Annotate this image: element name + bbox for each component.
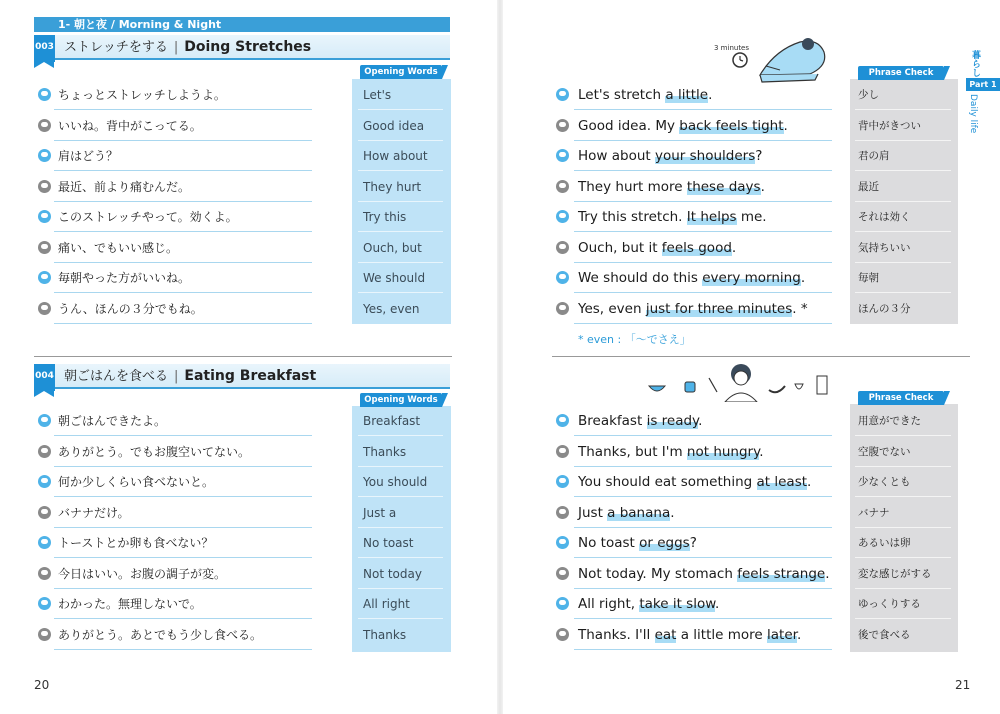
opening-words-cell — [352, 141, 451, 171]
opening-words-cell — [352, 528, 451, 558]
japanese-text: トーストとか卵も食べない？ — [58, 536, 214, 550]
phrase-segment: Yes, even — [578, 300, 646, 317]
speaker-bubble-icon — [38, 414, 51, 427]
english-text — [578, 620, 801, 650]
japanese-text: わかった。無理しないで。 — [58, 597, 202, 611]
speaker-bubble-icon — [556, 210, 569, 223]
phrase-segment: . — [698, 413, 703, 429]
phrase-segment: How about — [578, 148, 655, 164]
phrase-check-cell — [850, 437, 958, 467]
english-line — [556, 406, 832, 436]
phrase-segment: . — [670, 504, 675, 521]
phrase-segment: They hurt more — [578, 178, 687, 195]
japanese-line — [38, 559, 312, 589]
english-text — [578, 80, 712, 110]
english-text — [578, 172, 765, 202]
english-text — [578, 406, 702, 436]
english-line — [556, 202, 832, 232]
phrase-segment: Not today. My stomach — [578, 565, 738, 582]
phrase-segment: Let's stretch — [578, 87, 666, 103]
english-text — [578, 263, 805, 293]
english-text — [578, 589, 719, 619]
speaker-bubble-icon — [556, 414, 569, 427]
speaker-bubble-icon — [556, 536, 569, 549]
japanese-line — [38, 294, 312, 324]
japanese-line — [38, 467, 312, 497]
phrase-check-text: 用意ができた — [858, 415, 921, 427]
english-line — [556, 559, 832, 589]
phrase-check-text: 変な感じがする — [858, 567, 932, 580]
opening-words-cell — [352, 406, 451, 436]
japanese-text: ありがとう。でもお腹空いてない。 — [58, 444, 251, 459]
english-line — [556, 141, 832, 171]
phrase-segment: . — [760, 178, 765, 195]
opening-words-cell — [352, 498, 451, 528]
speaker-bubble-icon — [38, 445, 51, 458]
phrase-segment: . — [800, 270, 806, 286]
section-header-003 — [34, 35, 450, 60]
section-divider-right — [552, 356, 970, 357]
phrase-segment: me. — [736, 209, 767, 225]
speaker-bubble-icon — [38, 506, 51, 519]
speaker-bubble-icon — [38, 536, 51, 549]
japanese-text: 何か少しくらい食べないと。 — [58, 475, 215, 489]
speaker-bubble-icon — [38, 119, 51, 132]
opening-words-cell — [352, 589, 451, 619]
phrase-segment: . — [807, 474, 812, 490]
highlighted-phrase: eat — [654, 626, 677, 643]
phrase-segment: . — [708, 87, 713, 103]
english-line — [556, 467, 832, 497]
english-text — [578, 233, 736, 263]
highlighted-phrase: your shoulders — [655, 148, 756, 164]
english-text — [578, 559, 830, 589]
phrase-segment: Just — [578, 504, 608, 521]
phrase-segment: Thanks. I'll — [578, 626, 655, 643]
phrase-segment: We should do this — [578, 270, 703, 286]
phrase-check-cell — [850, 263, 958, 293]
english-text — [578, 111, 788, 141]
english-line — [556, 589, 832, 619]
illustration-caption: 3 minutes — [714, 44, 750, 52]
phrase-segment: ? — [689, 535, 697, 551]
speaker-bubble-icon — [556, 241, 569, 254]
phrase-check-cell — [850, 172, 958, 202]
section-title-ja: ストレッチをする — [64, 40, 168, 55]
phrase-check-text: 気持ちいい — [858, 241, 911, 254]
phrase-check-cell — [850, 141, 958, 171]
japanese-line — [38, 141, 312, 171]
opening-words-text: All right — [363, 597, 410, 611]
highlighted-phrase: later — [767, 626, 797, 643]
speaker-bubble-icon — [556, 149, 569, 162]
japanese-line — [38, 437, 312, 467]
stretching-person-illustration — [700, 30, 835, 90]
opening-words-cell — [352, 263, 451, 293]
japanese-line — [38, 498, 312, 528]
japanese-text: 今日はいい。お腹の調子が変。 — [58, 566, 227, 581]
section-title-en: Eating Breakfast — [184, 368, 317, 384]
speaker-bubble-icon — [556, 628, 569, 641]
highlighted-phrase: is ready — [646, 413, 699, 429]
speaker-bubble-icon — [38, 597, 51, 610]
speaker-bubble-icon — [38, 149, 51, 162]
japanese-text: 毎朝やった方がいいね。 — [58, 271, 191, 285]
highlighted-phrase: a little — [665, 87, 709, 103]
japanese-line — [38, 263, 312, 293]
phrase-check-label: Phrase Check — [858, 391, 944, 405]
opening-words-cell — [352, 80, 451, 110]
opening-words-cell — [352, 559, 451, 589]
section-header-004 — [34, 364, 450, 389]
section-title-ja: 朝ごはんを食べる — [64, 369, 169, 384]
opening-words-label: Opening Words — [360, 393, 442, 407]
page-number-right: 21 — [955, 678, 971, 692]
japanese-line — [38, 80, 312, 110]
section-title: 朝ごはんを食べる | Eating Breakfast — [64, 368, 317, 384]
section-title-en: Doing Stretches — [184, 39, 312, 55]
speaker-bubble-icon — [556, 302, 569, 315]
speaker-bubble-icon — [556, 88, 569, 101]
phrase-check-label: Phrase Check — [858, 66, 944, 80]
phrase-segment: Good idea. My — [578, 117, 680, 134]
phrase-check-cell — [850, 406, 958, 436]
opening-words-text: Good idea — [363, 118, 425, 133]
japanese-text: うん、ほんの３分でもね。 — [58, 301, 203, 316]
phrase-check-text: 君の肩 — [858, 150, 890, 162]
phrase-segment: Try this stretch. — [578, 209, 687, 225]
phrase-check-cell — [850, 559, 958, 589]
phrase-segment: . — [759, 443, 764, 460]
phrase-segment: . — [715, 596, 720, 612]
phrase-check-text: 後で食べる — [858, 628, 911, 641]
phrase-segment: . — [783, 117, 788, 134]
side-tab-ja: 暮らし — [970, 50, 980, 77]
phrase-segment: All right, — [578, 596, 640, 612]
phrase-check-text: それは効く — [858, 211, 911, 223]
japanese-text: 痛い、でもいい感じ。 — [58, 240, 179, 255]
speaker-bubble-icon — [38, 210, 51, 223]
opening-words-text: They hurt — [363, 179, 422, 194]
opening-words-cell — [352, 233, 451, 263]
speaker-bubble-icon — [556, 506, 569, 519]
speaker-bubble-icon — [38, 241, 51, 254]
speaker-bubble-icon — [38, 567, 51, 580]
opening-words-cell — [352, 172, 451, 202]
opening-words-text: Breakfast — [363, 414, 421, 428]
english-text — [578, 437, 763, 467]
opening-words-text: Let's — [363, 88, 392, 102]
phrase-check-text: ゆっくりする — [858, 598, 921, 610]
phrase-check-text: 少なくとも — [858, 476, 911, 488]
breakfast-illustration — [645, 362, 835, 402]
opening-words-cell — [352, 202, 451, 232]
speaker-bubble-icon — [556, 119, 569, 132]
english-text — [578, 202, 767, 232]
highlighted-phrase: not hungry — [686, 443, 760, 460]
phrase-segment: ? — [755, 148, 763, 164]
phrase-segment: a little more — [676, 626, 767, 643]
speaker-bubble-icon — [38, 628, 51, 641]
opening-words-cell — [352, 294, 451, 324]
phrase-check-cell — [850, 294, 958, 324]
phrase-segment: Ouch, but it — [578, 239, 662, 256]
phrase-segment: . — [796, 626, 802, 643]
english-text — [578, 498, 675, 528]
highlighted-phrase: just for three minutes — [645, 300, 793, 317]
japanese-text: 最近、前より痛むんだ。 — [58, 179, 191, 194]
phrase-check-text: あるいは卵 — [858, 537, 911, 549]
english-line — [556, 294, 832, 324]
opening-words-text: No toast — [363, 536, 414, 550]
opening-words-cell — [352, 467, 451, 497]
phrase-segment: No toast — [578, 535, 640, 551]
english-line — [556, 172, 832, 202]
chapter-bar: 1- 朝と夜 / Morning & Night — [34, 17, 450, 32]
highlighted-phrase: or eggs — [639, 535, 690, 551]
phrase-check-cell — [850, 111, 958, 141]
phrase-check-cell — [850, 233, 958, 263]
japanese-text: バナナだけ。 — [58, 505, 130, 520]
side-tab-en: Daily life — [968, 94, 978, 134]
speaker-bubble-icon — [38, 180, 51, 193]
phrase-check-cell — [850, 467, 958, 497]
side-tab-part: Part 1 — [966, 78, 1000, 91]
opening-words-text: Not today — [363, 566, 422, 581]
japanese-text: このストレッチやって。効くよ。 — [58, 210, 238, 224]
phrase-segment: . — [825, 565, 830, 582]
japanese-text: ありがとう。あとでもう少し食べる。 — [58, 627, 263, 642]
speaker-bubble-icon — [38, 302, 51, 315]
row-rule — [574, 323, 832, 324]
phrase-check-cell — [850, 498, 958, 528]
english-line — [556, 437, 832, 467]
japanese-text: 肩はどう？ — [58, 149, 119, 163]
japanese-text: ちょっとストレッチしようよ。 — [58, 88, 226, 102]
speaker-bubble-icon — [556, 475, 569, 488]
phrase-check-cell — [850, 202, 958, 232]
japanese-text: いいね。背中がこってる。 — [58, 118, 202, 133]
opening-words-text: Just a — [363, 505, 397, 520]
highlighted-phrase: these days — [686, 178, 761, 195]
speaker-bubble-icon — [556, 271, 569, 284]
highlighted-phrase: at least — [756, 474, 808, 490]
opening-words-text: You should — [363, 475, 428, 489]
phrase-check-cell — [850, 589, 958, 619]
highlighted-phrase: every morning — [702, 270, 801, 286]
highlighted-phrase: back feels tight — [679, 117, 784, 134]
row-rule — [54, 323, 312, 324]
opening-words-text: We should — [363, 271, 426, 285]
english-line — [556, 528, 832, 558]
speaker-bubble-icon — [38, 88, 51, 101]
highlighted-phrase: a banana — [607, 504, 671, 521]
highlighted-phrase: It helps — [686, 209, 737, 225]
phrase-segment: You should eat something — [578, 474, 757, 490]
opening-words-text: How about — [363, 149, 428, 163]
section-title: ストレッチをする | Doing Stretches — [64, 39, 312, 55]
book-gutter — [497, 0, 503, 714]
phrase-check-cell — [850, 620, 958, 650]
japanese-line — [38, 589, 312, 619]
japanese-line — [38, 172, 312, 202]
phrase-check-text: 最近 — [858, 180, 879, 193]
opening-words-text: Try this — [363, 210, 407, 224]
japanese-text: 朝ごはんできたよ。 — [58, 414, 167, 428]
opening-words-label: Opening Words — [360, 65, 442, 79]
phrase-check-cell — [850, 528, 958, 558]
english-line — [556, 620, 832, 650]
phrase-check-text: バナナ — [858, 506, 890, 519]
english-text — [578, 528, 697, 558]
phrase-check-text: 背中がきつい — [858, 119, 921, 132]
opening-words-cell — [352, 620, 451, 650]
row-rule — [54, 649, 312, 650]
speaker-bubble-icon — [38, 271, 51, 284]
page-number-left: 20 — [34, 678, 50, 692]
speaker-bubble-icon — [38, 475, 51, 488]
japanese-line — [38, 528, 312, 558]
phrase-segment: Thanks, but I'm — [578, 443, 687, 460]
row-rule — [574, 649, 832, 650]
phrase-check-cell — [850, 80, 958, 110]
english-line — [556, 233, 832, 263]
japanese-line — [38, 202, 312, 232]
speaker-bubble-icon — [556, 597, 569, 610]
speaker-bubble-icon — [556, 445, 569, 458]
section-number: 004 — [34, 364, 55, 391]
opening-words-cell — [352, 111, 451, 141]
phrase-check-text: ほんの３分 — [858, 302, 911, 315]
highlighted-phrase: feels strange — [737, 565, 826, 582]
opening-words-text: Thanks — [363, 444, 407, 459]
phrase-check-text: 毎朝 — [858, 272, 879, 284]
highlighted-phrase: take it slow — [639, 596, 716, 612]
opening-words-text: Ouch, but — [363, 240, 422, 255]
phrase-segment: Breakfast — [578, 413, 647, 429]
phrase-segment: . — [731, 239, 737, 256]
english-line — [556, 498, 832, 528]
english-text — [578, 141, 762, 171]
phrase-check-text: 少し — [858, 89, 879, 101]
phrase-check-text: 空腹でない — [858, 445, 911, 458]
english-text — [578, 294, 808, 324]
japanese-line — [38, 233, 312, 263]
japanese-line — [38, 111, 312, 141]
speaker-bubble-icon — [556, 180, 569, 193]
opening-words-cell — [352, 437, 451, 467]
english-line — [556, 111, 832, 141]
japanese-line — [38, 406, 312, 436]
phrase-segment: . * — [792, 300, 808, 317]
opening-words-text: Yes, even — [363, 301, 420, 316]
opening-words-text: Thanks — [363, 627, 407, 642]
japanese-line — [38, 620, 312, 650]
english-line — [556, 263, 832, 293]
footnote: * even : 「〜でさえ」 — [578, 333, 691, 346]
english-text — [578, 467, 811, 497]
section-number: 003 — [34, 35, 55, 62]
speaker-bubble-icon — [556, 567, 569, 580]
highlighted-phrase: feels good — [661, 239, 732, 256]
section-divider-left — [34, 356, 452, 357]
